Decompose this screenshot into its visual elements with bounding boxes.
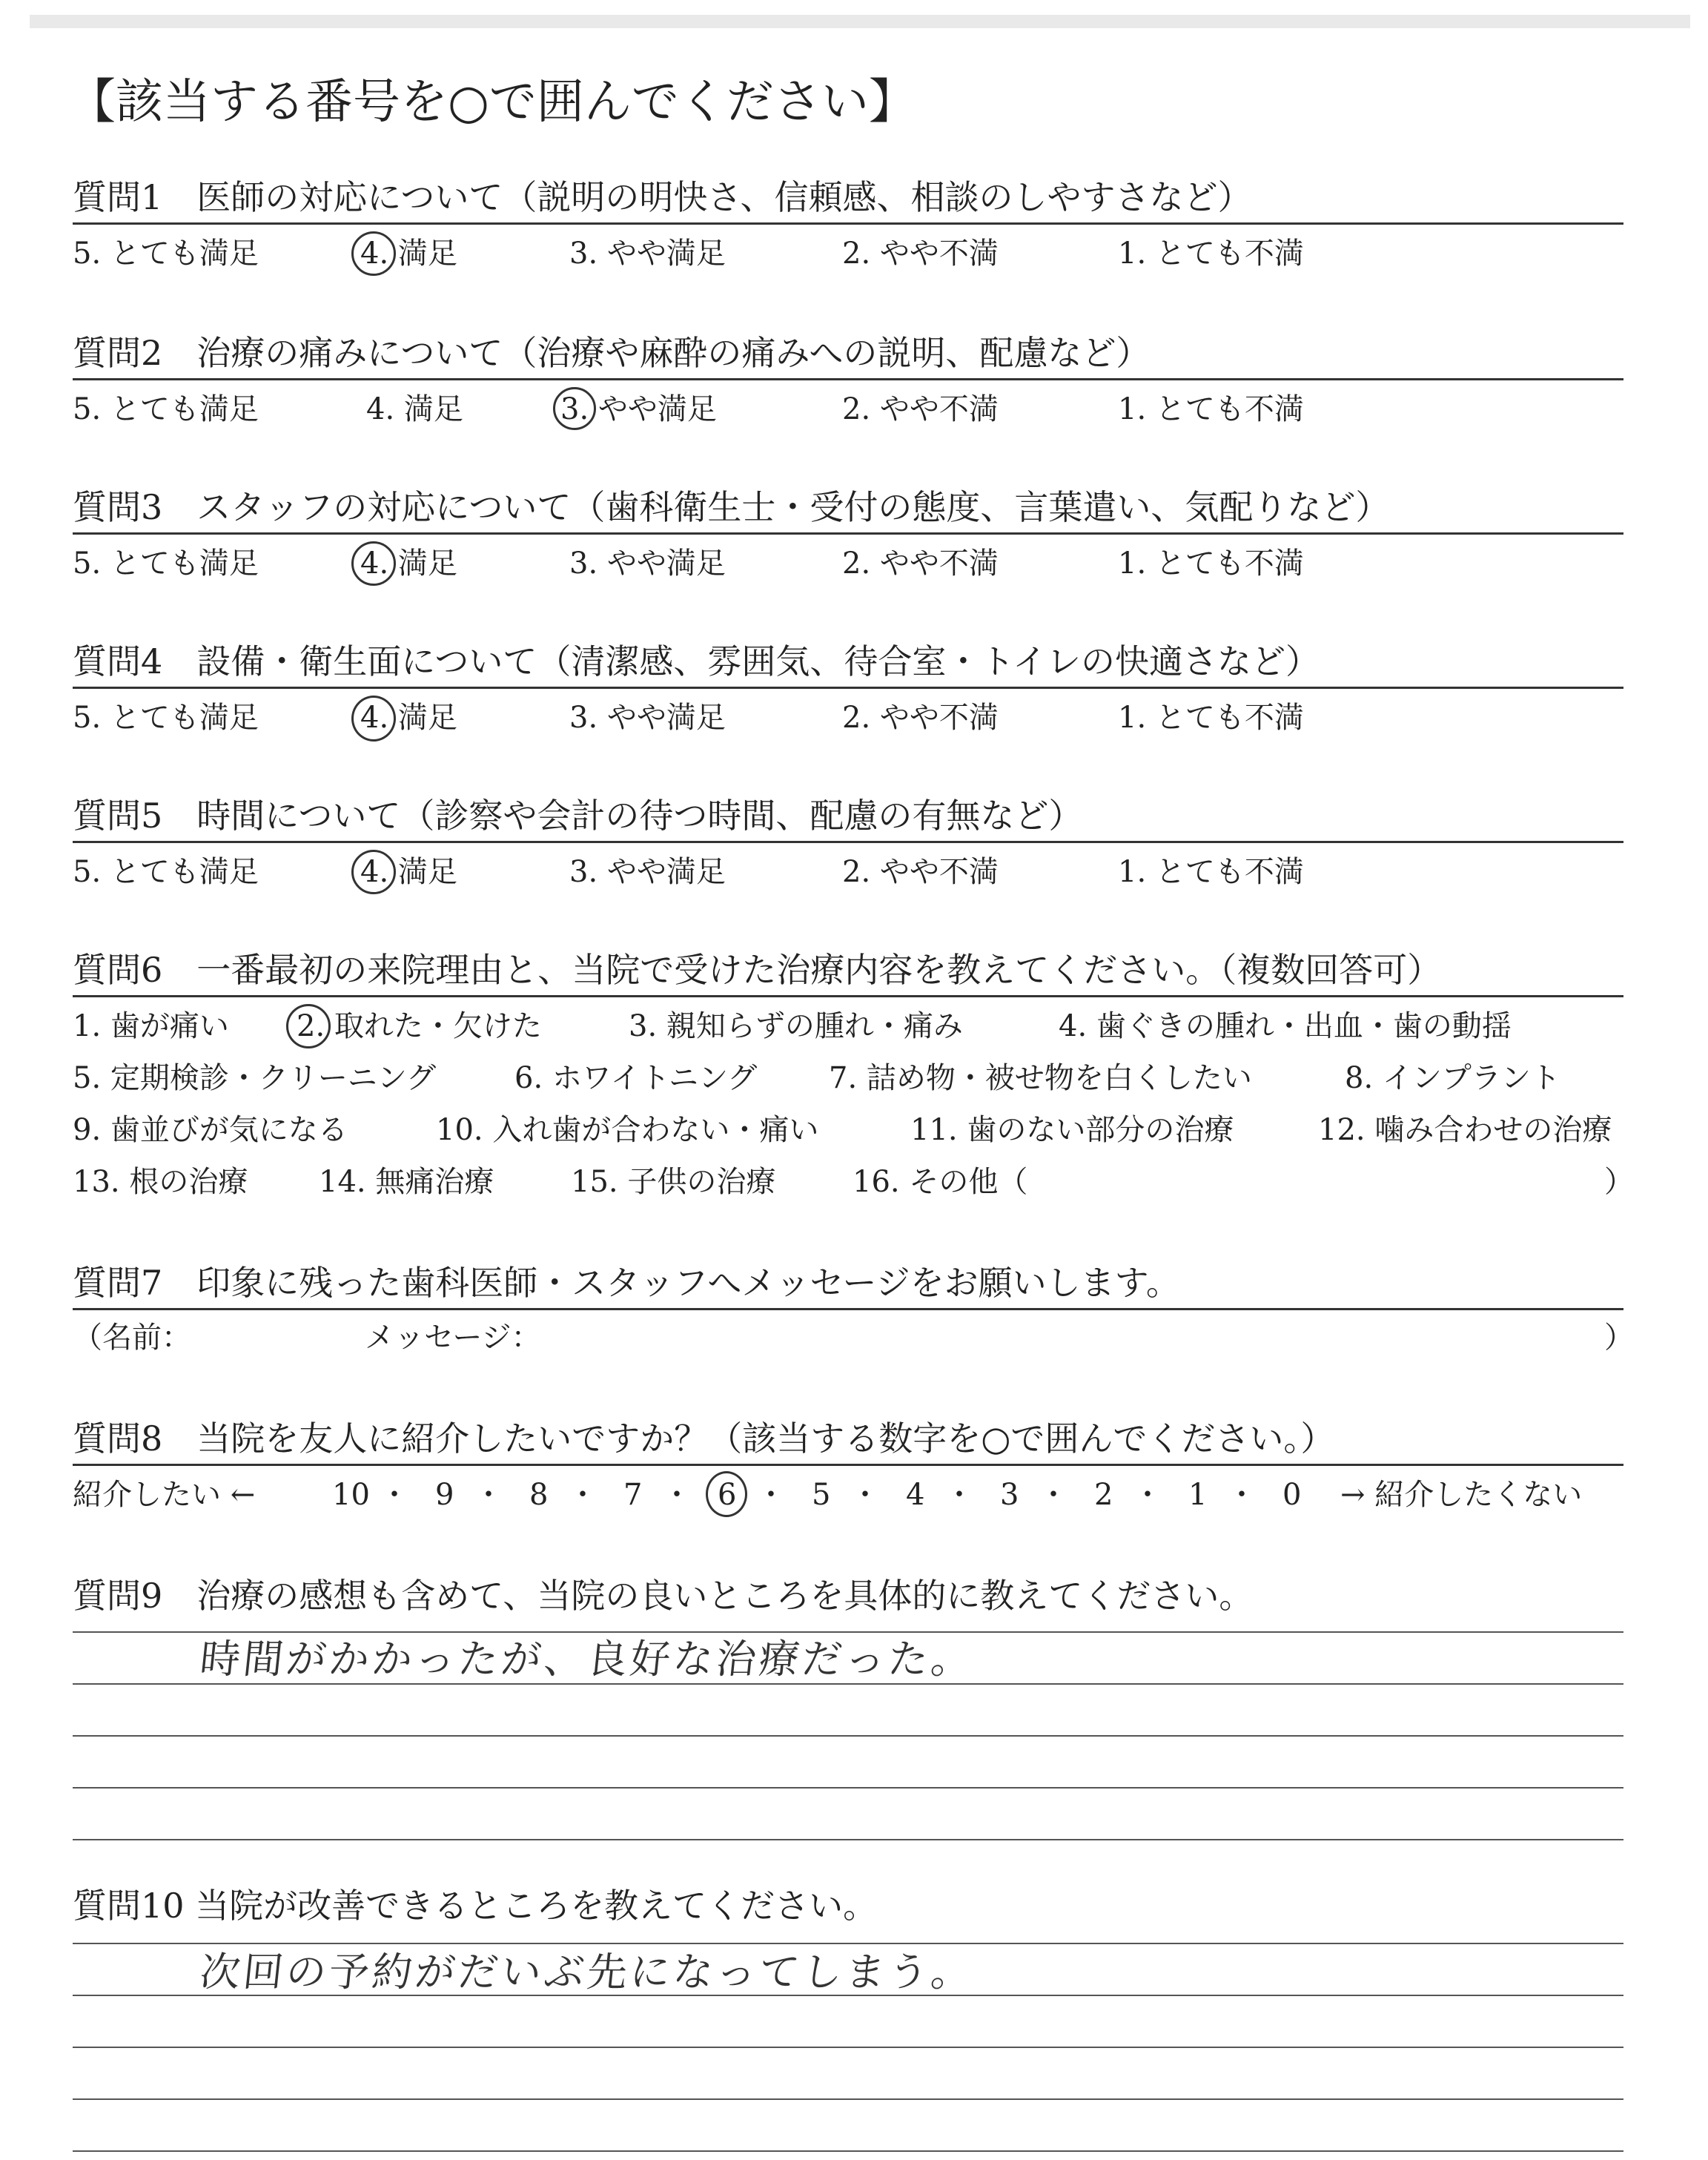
scale-value-5[interactable]: 5	[812, 1478, 831, 1512]
name-label: （名前：	[73, 1321, 191, 1355]
option-1[interactable]: 1. とても不満	[1118, 701, 1304, 735]
option-2[interactable]: 2. やや不満	[842, 546, 999, 581]
scale-separator: ・	[756, 1478, 786, 1512]
option-4[interactable]: 4. 満足	[360, 237, 457, 271]
option-4[interactable]: 4. 満足	[366, 392, 463, 426]
option-2[interactable]: 2. やや不満	[842, 392, 999, 426]
underline	[73, 378, 1623, 380]
scale-separator: ・	[1227, 1478, 1257, 1512]
underline	[73, 687, 1623, 689]
question-title: 質問6 一番最初の来院理由と、当院で受けた治療内容を教えてください。（複数回答可）	[73, 950, 1442, 990]
option-4[interactable]: 4. 満足	[360, 701, 457, 735]
recommend-left-label: 紹介したい ←	[73, 1478, 256, 1512]
message-label: メッセージ：	[365, 1321, 541, 1355]
recommend-right-label: → 紹介したくない	[1340, 1478, 1583, 1512]
option-5[interactable]: 5. とても満足	[73, 701, 259, 735]
answer-line	[73, 2098, 1623, 2100]
option-5[interactable]: 5. とても満足	[73, 855, 259, 889]
answer-line	[73, 2150, 1623, 2152]
option-3[interactable]: 3. やや満足	[560, 392, 717, 426]
option-4[interactable]: 4. 満足	[360, 855, 457, 889]
underline	[73, 1308, 1623, 1310]
scale-separator: ・	[662, 1478, 692, 1512]
reason-option[interactable]: 10. 入れ歯が合わない・痛い	[436, 1113, 819, 1147]
question-title: 質問5 時間について（診察や会計の待つ時間、配慮の有無など）	[73, 796, 1083, 836]
answer-line	[73, 1631, 1623, 1633]
answer-line	[73, 1943, 1623, 1944]
underline	[73, 222, 1623, 225]
scale-value-2[interactable]: 2	[1094, 1478, 1113, 1512]
reason-option[interactable]: 15. 子供の治療	[571, 1165, 776, 1199]
option-3[interactable]: 3. やや満足	[569, 855, 726, 889]
reason-option[interactable]: 8. インプラント	[1345, 1061, 1560, 1095]
reason-option[interactable]: 6. ホワイトニング	[514, 1061, 758, 1095]
scale-value-1[interactable]: 1	[1188, 1478, 1208, 1512]
question-title: 質問3 スタッフの対応について（歯科衛生士・受付の態度、言葉遣い、気配りなど）	[73, 487, 1390, 527]
reason-option[interactable]: 4. 歯ぐきの腫れ・出血・歯の動揺	[1059, 1009, 1512, 1043]
message-close-paren: ）	[1604, 1321, 1634, 1355]
scale-value-7[interactable]: 7	[623, 1478, 643, 1512]
reason-option[interactable]: 11. 歯のない部分の治療	[910, 1113, 1234, 1147]
option-1[interactable]: 1. とても不満	[1118, 237, 1304, 271]
option-3[interactable]: 3. やや満足	[569, 546, 726, 581]
option-1[interactable]: 1. とても不満	[1118, 855, 1304, 889]
reason-option[interactable]: 7. 詰め物・被せ物を白くしたい	[829, 1061, 1252, 1095]
selected-circle-mark	[286, 1004, 331, 1048]
scale-separator: ・	[380, 1478, 409, 1512]
question-title: 質問10 当院が改善できるところを教えてください。	[73, 1886, 878, 1926]
reason-option[interactable]: 9. 歯並びが気になる	[73, 1113, 348, 1147]
question-title: 質問2 治療の痛みについて（治療や麻酔の痛みへの説明、配慮など）	[73, 333, 1151, 373]
underline	[73, 841, 1623, 843]
option-5[interactable]: 5. とても満足	[73, 237, 259, 271]
underline	[73, 532, 1623, 535]
other-close-paren: ）	[1604, 1165, 1634, 1199]
scale-value-0[interactable]: 0	[1282, 1478, 1302, 1512]
option-5[interactable]: 5. とても満足	[73, 392, 259, 426]
scale-value-4[interactable]: 4	[906, 1478, 925, 1512]
question-title: 質問7 印象に残った歯科医師・スタッフへメッセージをお願いします。	[73, 1263, 1180, 1303]
scale-separator: ・	[474, 1478, 503, 1512]
answer-line	[73, 1839, 1623, 1840]
question-title: 質問9 治療の感想も含めて、当院の良いところを具体的に教えてください。	[73, 1576, 1254, 1616]
question-title: 質問8 当院を友人に紹介したいですか？（該当する数字を○で囲んでください。）	[73, 1418, 1335, 1459]
option-1[interactable]: 1. とても不満	[1118, 392, 1304, 426]
answer-line	[73, 2047, 1623, 2048]
underline	[73, 1464, 1623, 1466]
scale-value-10[interactable]: 10	[332, 1478, 370, 1512]
reason-option[interactable]: 12. 噛み合わせの治療	[1318, 1113, 1612, 1147]
scale-separator: ・	[944, 1478, 974, 1512]
option-2[interactable]: 2. やや不満	[842, 701, 999, 735]
option-4[interactable]: 4. 満足	[360, 546, 457, 581]
answer-line	[73, 1735, 1623, 1737]
question-title: 質問1 医師の対応について（説明の明快さ、信頼感、相談のしやすさなど）	[73, 177, 1252, 217]
option-2[interactable]: 2. やや不満	[842, 855, 999, 889]
reason-option[interactable]: 16. その他（	[853, 1165, 1028, 1199]
scale-value-6[interactable]: 6	[718, 1478, 737, 1512]
selected-circle-mark	[706, 1471, 747, 1517]
question-title: 質問4 設備・衛生面について（清潔感、雰囲気、待合室・トイレの快適さなど）	[73, 641, 1320, 681]
selected-circle-mark	[351, 850, 396, 894]
handwritten-answer: 時間がかかったが、良好な治療だった。	[197, 1636, 977, 1682]
reason-option[interactable]: 2. 取れた・欠けた	[297, 1009, 542, 1043]
selected-circle-mark	[351, 541, 396, 586]
reason-option[interactable]: 14. 無痛治療	[319, 1165, 494, 1199]
handwritten-answer: 次回の予約がだいぶ先になってしまう。	[197, 1949, 977, 1995]
scale-separator: ・	[1039, 1478, 1068, 1512]
reason-option[interactable]: 13. 根の治療	[73, 1165, 248, 1199]
reason-option[interactable]: 5. 定期検診・クリーニング	[73, 1061, 437, 1095]
reason-option[interactable]: 1. 歯が痛い	[73, 1009, 229, 1043]
scale-separator: ・	[850, 1478, 880, 1512]
answer-line	[73, 1683, 1623, 1685]
scan-edge	[30, 15, 1690, 28]
scale-value-8[interactable]: 8	[529, 1478, 549, 1512]
scale-separator: ・	[568, 1478, 598, 1512]
option-3[interactable]: 3. やや満足	[569, 237, 726, 271]
selected-circle-mark	[351, 696, 396, 742]
option-2[interactable]: 2. やや不満	[842, 237, 999, 271]
reason-option[interactable]: 3. 親知らずの腫れ・痛み	[629, 1009, 963, 1043]
option-1[interactable]: 1. とても不満	[1118, 546, 1304, 581]
selected-circle-mark	[351, 231, 396, 276]
scale-value-3[interactable]: 3	[1000, 1478, 1019, 1512]
underline	[73, 995, 1623, 997]
option-5[interactable]: 5. とても満足	[73, 546, 259, 581]
answer-line	[73, 1787, 1623, 1789]
page-heading: 【該当する番号を○で囲んでください】	[68, 75, 916, 130]
selected-circle-mark	[553, 387, 596, 430]
option-3[interactable]: 3. やや満足	[569, 701, 726, 735]
scale-value-9[interactable]: 9	[435, 1478, 454, 1512]
scale-separator: ・	[1133, 1478, 1162, 1512]
